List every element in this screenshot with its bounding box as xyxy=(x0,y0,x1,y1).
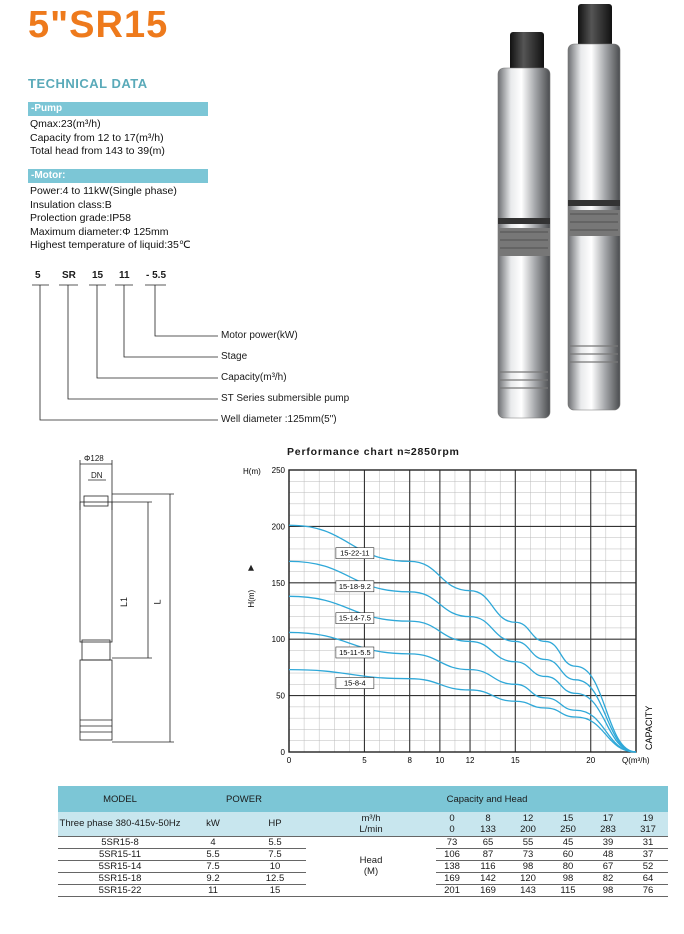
model-cell: 5SR15-14 xyxy=(58,860,182,872)
head-cell: 87 xyxy=(468,848,508,860)
kw-cell: 7.5 xyxy=(182,860,244,872)
head-cell: 65 xyxy=(468,836,508,848)
head-cell: 73 xyxy=(436,836,468,848)
hp-cell: 10 xyxy=(244,860,306,872)
x-axis-label: Q(m³/h) xyxy=(622,756,650,765)
code-part-power: - 5.5 xyxy=(146,270,167,281)
lmin-value: 317 xyxy=(640,824,656,836)
head-cell: 67 xyxy=(588,860,628,872)
code-legend-stage: Stage xyxy=(221,351,248,362)
curve-label: 15-8-4 xyxy=(344,678,366,688)
curve-label: 15-22-11 xyxy=(340,548,370,558)
head-cell: 39 xyxy=(588,836,628,848)
y-axis-arrow xyxy=(248,565,254,571)
m3h-value: 17 xyxy=(602,812,614,824)
y-tick-label: 200 xyxy=(271,522,285,532)
performance-chart xyxy=(230,460,670,780)
head-cell: 115 xyxy=(548,884,588,896)
x-tick-label: 20 xyxy=(586,756,596,765)
code-legend-capacity: Capacity(m³/h) xyxy=(221,372,287,383)
y-axis-side-label: H(m) xyxy=(247,589,256,608)
motor-spec-line: Insulation class:B xyxy=(30,198,112,211)
m3h-value: 12 xyxy=(522,812,534,824)
lmin-value: 133 xyxy=(480,824,496,836)
head-cell: 52 xyxy=(628,860,668,872)
head-cell: 45 xyxy=(548,836,588,848)
pump-spec-line: Capacity from 12 to 17(m³/h) xyxy=(30,131,164,144)
head-cell: 60 xyxy=(548,848,588,860)
code-part-capacity: 15 xyxy=(92,270,104,281)
lmin-value: 0 xyxy=(449,824,455,836)
motor-section-heading: -Motor: xyxy=(28,169,208,183)
y-tick-label: 250 xyxy=(271,466,285,475)
m3h-value: 15 xyxy=(562,812,574,824)
head-cell: 73 xyxy=(508,848,548,860)
head-cell: 143 xyxy=(508,884,548,896)
lmin-value: 250 xyxy=(560,824,576,836)
head-cell: 98 xyxy=(548,872,588,884)
head-cell: 138 xyxy=(436,860,468,872)
y-tick-label: 100 xyxy=(271,635,285,645)
kw-cell: 5.5 xyxy=(182,848,244,860)
dimension-diameter-label: Φ128 xyxy=(84,454,104,463)
code-legend-diameter: Well diameter :125mm(5") xyxy=(221,414,337,425)
hp-cell: 7.5 xyxy=(244,848,306,860)
x-tick-label: 15 xyxy=(510,756,520,765)
code-leader-lines xyxy=(0,0,230,430)
table-row xyxy=(58,836,668,848)
pump-section-heading: -Pump xyxy=(28,102,208,116)
head-cell: 169 xyxy=(468,884,508,896)
hp-header: HP xyxy=(268,818,282,830)
head-cell: 64 xyxy=(628,872,668,884)
motor-spec-line: Highest temperature of liquid:35℃ xyxy=(30,239,191,251)
x-tick-label: 12 xyxy=(465,756,475,765)
head-cell: 120 xyxy=(508,872,548,884)
capacity-label: CAPACITY xyxy=(644,705,654,750)
model-cell: 5SR15-8 xyxy=(58,836,182,848)
dimension-l1-label: L1 xyxy=(119,596,130,608)
x-tick-label: 0 xyxy=(286,756,292,765)
curve-label: 15-11-5.5 xyxy=(339,647,371,657)
head-cell: 106 xyxy=(436,848,468,860)
head-cell: 37 xyxy=(628,848,668,860)
curve-label: 15-14-7.5 xyxy=(338,613,371,623)
head-label: Head xyxy=(359,855,383,866)
head-cell: 201 xyxy=(436,884,468,896)
kw-cell: 9.2 xyxy=(182,872,244,884)
head-cell: 169 xyxy=(436,872,468,884)
y-tick-label: 0 xyxy=(280,748,285,757)
page-title: 5"SR15 xyxy=(28,4,169,46)
motor-spec-line: Power:4 to 11kW(Single phase) xyxy=(30,185,177,197)
curve-label: 15-18-9.2 xyxy=(338,581,371,591)
power-header: POWER xyxy=(226,793,262,805)
x-tick-label: 8 xyxy=(407,756,412,765)
head-cell: 98 xyxy=(508,860,548,872)
phase-label: Three phase 380-415v-50Hz xyxy=(59,818,181,830)
chart-title: Performance chart n≈2850rpm xyxy=(287,446,460,458)
pump-spec-line: Qmax:23(m³/h) xyxy=(30,118,101,130)
y-axis-label: H(m) xyxy=(243,467,261,476)
m3h-label: m³/h xyxy=(361,812,381,824)
technical-data-heading: TECHNICAL DATA xyxy=(28,76,148,91)
pump-spec-line: Total head from 143 to 39(m) xyxy=(30,145,165,157)
model-cell: 5SR15-18 xyxy=(58,872,182,884)
lmin-value: 200 xyxy=(520,824,536,836)
head-cell: 116 xyxy=(468,860,508,872)
model-cell: 5SR15-22 xyxy=(58,884,182,896)
head-cell: 31 xyxy=(628,836,668,848)
code-legend-power: Motor power(kW) xyxy=(221,330,298,341)
capacity-header: Capacity and Head xyxy=(446,793,528,805)
spec-table xyxy=(58,786,668,897)
hp-cell: 12.5 xyxy=(244,872,306,884)
head-unit: (M) xyxy=(363,866,379,877)
head-cell: 55 xyxy=(508,836,548,848)
head-cell: 82 xyxy=(588,872,628,884)
head-cell: 98 xyxy=(588,884,628,896)
x-tick-label: 10 xyxy=(435,756,445,765)
kw-cell: 4 xyxy=(182,836,244,848)
head-cell: 76 xyxy=(628,884,668,896)
x-tick-label: 5 xyxy=(362,756,367,765)
y-tick-label: 50 xyxy=(276,691,285,701)
code-legend-series: ST Series submersible pump xyxy=(221,393,350,404)
dimension-l-label: L xyxy=(152,599,163,605)
head-label-cell xyxy=(306,836,436,896)
kw-cell: 11 xyxy=(182,884,244,896)
hp-cell: 15 xyxy=(244,884,306,896)
motor-spec-line: Maximum diameter:Φ 125mm xyxy=(30,225,169,238)
m3h-value: 0 xyxy=(449,812,455,824)
y-tick-label: 150 xyxy=(271,578,285,588)
model-cell: 5SR15-11 xyxy=(58,848,182,860)
kw-header: kW xyxy=(206,818,220,830)
head-cell: 142 xyxy=(468,872,508,884)
code-part-series: SR xyxy=(62,270,76,281)
lmin-label: L/min xyxy=(359,824,383,836)
m3h-value: 8 xyxy=(485,812,491,824)
head-cell: 80 xyxy=(548,860,588,872)
head-cell: 48 xyxy=(588,848,628,860)
m3h-value: 19 xyxy=(642,812,654,824)
code-part-diameter: 5 xyxy=(35,270,41,281)
plot-frame xyxy=(289,470,636,752)
model-header: MODEL xyxy=(103,793,137,805)
hp-cell: 5.5 xyxy=(244,836,306,848)
pump-product-photo xyxy=(470,0,670,420)
code-part-stage: 11 xyxy=(119,270,130,281)
dimension-dn-label: DN xyxy=(91,471,103,480)
lmin-value: 283 xyxy=(600,824,616,836)
motor-spec-line: Prolection grade:IP58 xyxy=(30,212,131,224)
